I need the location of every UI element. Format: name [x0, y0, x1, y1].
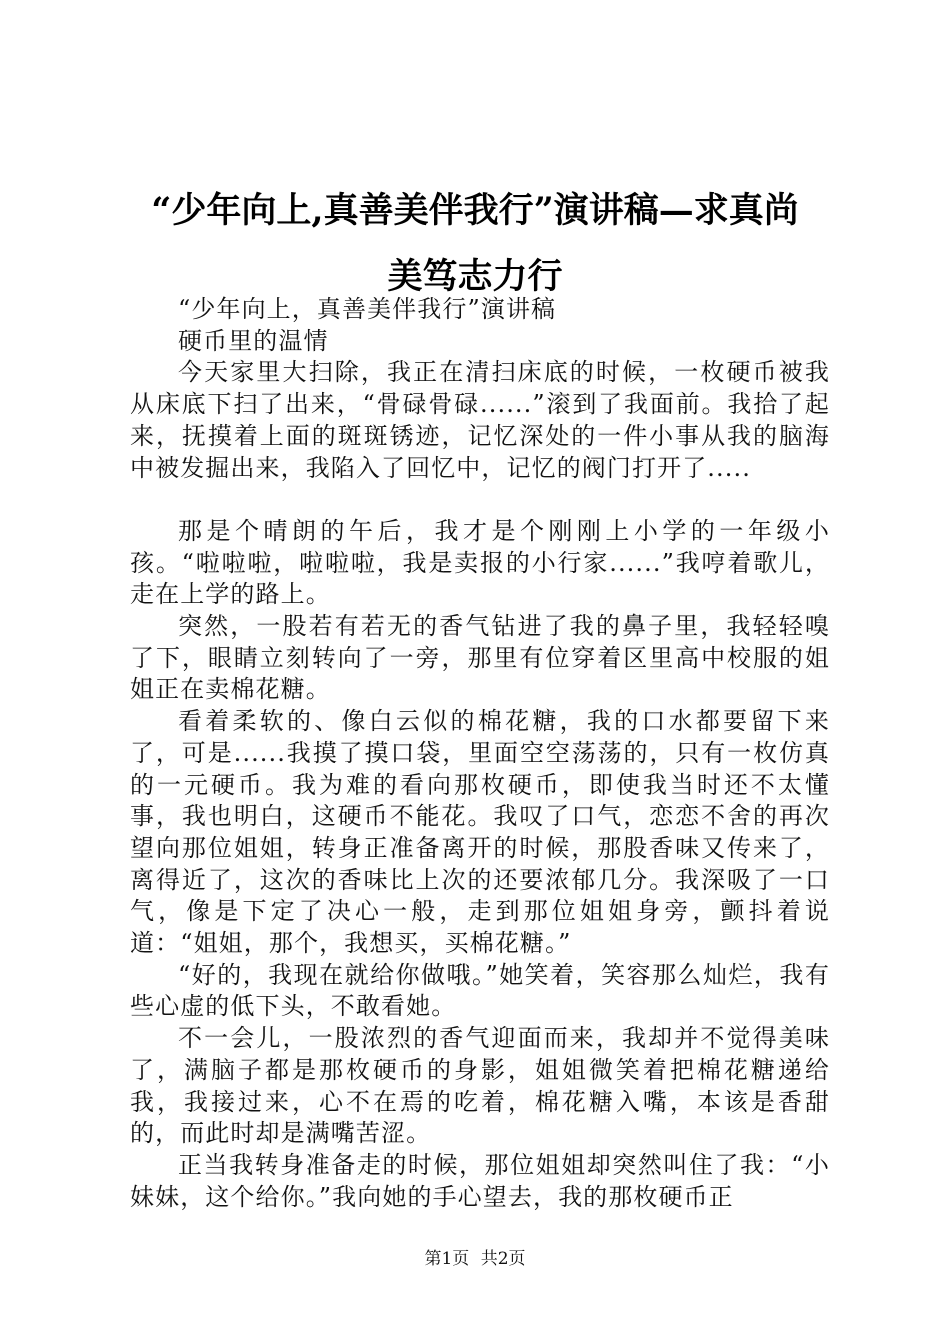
blank-line	[130, 484, 830, 516]
title-line-2: 美笃志力行	[387, 256, 563, 297]
title-line-1: “少年向上,真善美伴我行”演讲稿—求真尚	[151, 190, 799, 231]
paragraph: 今天家里大扫除，我正在清扫床底的时候，一枚硬币被我从床底下扫了出来，“骨碌骨碌......”滚到了我面前。我拾了起来，抚摸着上面的斑斑锈迹，记忆深处的一件小事从我的脑海中被发掘出来，我陷入了回忆中，记忆的阀门打开了.....	[130, 358, 830, 482]
paragraph: “好的，我现在就给你做哦。”她笑着，笑容那么灿烂，我有些心虚的低下头，不敢看她。	[130, 960, 830, 1021]
document-body	[130, 294, 830, 1213]
page-total: 共2页	[480, 1249, 526, 1269]
page-number: 第1页	[424, 1249, 470, 1269]
document-title	[110, 178, 840, 310]
subtitle-story: 硬币里的温情	[178, 326, 329, 355]
paragraph: 不一会儿，一股浓烈的香气迎面而来，我却并不觉得美味了，满脑子都是那枚硬币的身影，姐姐微笑着把棉花糖递给我，我接过来，心不在焉的吃着，棉花糖入嘴，本该是香甜的，而此时却是满嘴苦涩。	[130, 1024, 830, 1148]
paragraph: 正当我转身准备走的时候，那位姐姐却突然叫住了我：“小妹妹，这个给你。”我向她的手心望去，我的那枚硬币正	[130, 1150, 830, 1211]
subtitle-speech: “少年向上，真善美伴我行”演讲稿	[178, 295, 557, 323]
paragraph: 看着柔软的、像白云似的棉花糖，我的口水都要留下来了，可是......我摸了摸口袋，里面空空荡荡的，只有一枚仿真的一元硬币。我为难的看向那枚硬币，即使我当时还不太懂事，我也明白，这硬币不能花。我叹了口气，恋恋不舍的再次望向那位姐姐，转身正准备离开的时候，那股香味又传来了，离得近了，这次的香味比上次的还要浓郁几分。我深吸了一口气，像是下定了决心一般，走到那位姐姐身旁，颤抖着说道：“姐姐，那个，我想买，买棉花糖。”	[130, 707, 830, 958]
page-footer	[0, 1244, 950, 1269]
paragraph: 突然，一股若有若无的香气钻进了我的鼻子里，我轻轻嗅了下，眼睛立刻转向了一旁，那里有位穿着区里高中校服的姐姐正在卖棉花糖。	[130, 612, 830, 704]
paragraph: 那是个晴朗的午后，我才是个刚刚上小学的一年级小孩。“啦啦啦，啦啦啦，我是卖报的小行家......”我哼着歌儿，走在上学的路上。	[130, 516, 830, 609]
